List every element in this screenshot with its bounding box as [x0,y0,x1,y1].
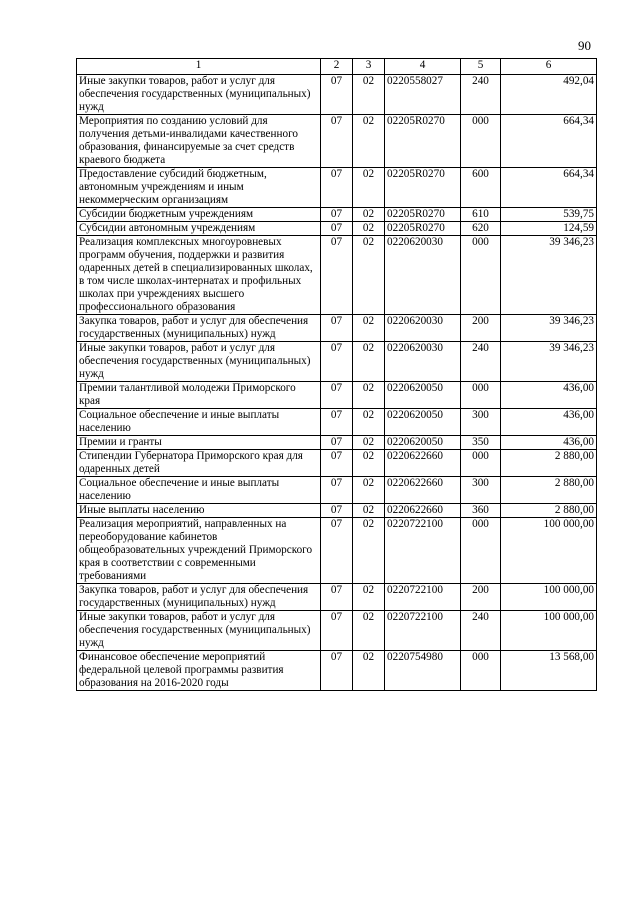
row-section-cell: 07 [321,382,353,409]
row-subsection-cell: 02 [353,236,385,315]
row-expense-type-cell: 000 [461,382,501,409]
row-target-article-cell: 02205R0270 [385,208,461,222]
table-row [77,75,597,115]
row-section-cell: 07 [321,477,353,504]
column-header: 1 [77,59,321,75]
row-section-cell: 07 [321,315,353,342]
row-target-article-cell: 02205R0270 [385,115,461,168]
table-row [77,450,597,477]
row-expense-type-cell: 300 [461,409,501,436]
row-subsection-cell: 02 [353,611,385,651]
table-row [77,611,597,651]
row-subsection-cell: 02 [353,477,385,504]
column-header: 4 [385,59,461,75]
row-section-cell: 07 [321,409,353,436]
row-name-cell: Премии талантливой молодежи Приморского края [77,382,321,409]
row-subsection-cell: 02 [353,504,385,518]
budget-table [76,58,597,691]
row-expense-type-cell: 610 [461,208,501,222]
row-amount-cell: 100 000,00 [501,518,597,584]
row-expense-type-cell: 240 [461,342,501,382]
row-name-cell: Премии и гранты [77,436,321,450]
column-header: 3 [353,59,385,75]
row-amount-cell: 2 880,00 [501,450,597,477]
row-expense-type-cell: 000 [461,450,501,477]
row-amount-cell: 492,04 [501,75,597,115]
row-expense-type-cell: 620 [461,222,501,236]
row-name-cell: Социальное обеспечение и иные выплаты населению [77,477,321,504]
table-row [77,222,597,236]
row-expense-type-cell: 600 [461,168,501,208]
row-amount-cell: 100 000,00 [501,611,597,651]
row-amount-cell: 100 000,00 [501,584,597,611]
page-number: 90 [578,38,591,53]
table-row [77,584,597,611]
row-section-cell: 07 [321,450,353,477]
row-target-article-cell: 02205R0270 [385,222,461,236]
row-amount-cell: 2 880,00 [501,504,597,518]
row-target-article-cell: 0220622660 [385,450,461,477]
row-target-article-cell: 0220722100 [385,584,461,611]
row-subsection-cell: 02 [353,168,385,208]
table-row [77,208,597,222]
row-expense-type-cell: 000 [461,651,501,691]
row-amount-cell: 664,34 [501,168,597,208]
row-expense-type-cell: 200 [461,315,501,342]
row-name-cell: Финансовое обеспечение мероприятий федеральной целевой программы развития образования на 2016-2020 годы [77,651,321,691]
row-amount-cell: 539,75 [501,208,597,222]
row-amount-cell: 664,34 [501,115,597,168]
row-section-cell: 07 [321,584,353,611]
row-section-cell: 07 [321,115,353,168]
row-expense-type-cell: 000 [461,518,501,584]
column-header: 5 [461,59,501,75]
row-subsection-cell: 02 [353,450,385,477]
row-section-cell: 07 [321,236,353,315]
row-amount-cell: 2 880,00 [501,477,597,504]
row-section-cell: 07 [321,651,353,691]
row-expense-type-cell: 000 [461,236,501,315]
row-subsection-cell: 02 [353,315,385,342]
row-target-article-cell: 0220754980 [385,651,461,691]
row-section-cell: 07 [321,504,353,518]
row-target-article-cell: 02205R0270 [385,168,461,208]
row-section-cell: 07 [321,518,353,584]
row-expense-type-cell: 240 [461,611,501,651]
row-name-cell: Иные закупки товаров, работ и услуг для обеспечения государственных (муниципальных) нужд [77,75,321,115]
row-amount-cell: 13 568,00 [501,651,597,691]
row-section-cell: 07 [321,75,353,115]
row-subsection-cell: 02 [353,222,385,236]
row-section-cell: 07 [321,436,353,450]
row-subsection-cell: 02 [353,409,385,436]
table-row [77,477,597,504]
row-section-cell: 07 [321,611,353,651]
row-expense-type-cell: 360 [461,504,501,518]
table-row [77,504,597,518]
row-amount-cell: 436,00 [501,409,597,436]
column-header: 6 [501,59,597,75]
row-target-article-cell: 0220620030 [385,342,461,382]
table-row [77,315,597,342]
row-name-cell: Закупка товаров, работ и услуг для обеспечения государственных (муниципальных) нужд [77,315,321,342]
row-target-article-cell: 0220620050 [385,382,461,409]
row-amount-cell: 39 346,23 [501,342,597,382]
row-name-cell: Стипендии Губернатора Приморского края для одаренных детей [77,450,321,477]
row-amount-cell: 436,00 [501,382,597,409]
row-amount-cell: 436,00 [501,436,597,450]
table-row [77,115,597,168]
row-name-cell: Субсидии автономным учреждениям [77,222,321,236]
table-row [77,236,597,315]
row-expense-type-cell: 350 [461,436,501,450]
row-section-cell: 07 [321,168,353,208]
row-name-cell: Предоставление субсидий бюджетным, автономным учреждениям и иным некоммерческим организациям [77,168,321,208]
table-row [77,168,597,208]
row-target-article-cell: 0220620050 [385,409,461,436]
row-expense-type-cell: 000 [461,115,501,168]
row-target-article-cell: 0220620030 [385,236,461,315]
row-target-article-cell: 0220558027 [385,75,461,115]
table-row [77,651,597,691]
row-target-article-cell: 0220622660 [385,504,461,518]
table-row [77,409,597,436]
row-name-cell: Социальное обеспечение и иные выплаты населению [77,409,321,436]
row-amount-cell: 124,59 [501,222,597,236]
table-row [77,436,597,450]
table-row [77,518,597,584]
row-name-cell: Мероприятия по созданию условий для получения детьми-инвалидами качественного образования, финансируемые за счет средств краевого бюджета [77,115,321,168]
row-target-article-cell: 0220722100 [385,611,461,651]
row-subsection-cell: 02 [353,115,385,168]
row-name-cell: Реализация мероприятий, направленных на переоборудование кабинетов общеобразовательных учреждений Приморского края в соответствии с современными требованиями [77,518,321,584]
row-subsection-cell: 02 [353,382,385,409]
row-subsection-cell: 02 [353,584,385,611]
row-name-cell: Иные выплаты населению [77,504,321,518]
row-subsection-cell: 02 [353,436,385,450]
row-subsection-cell: 02 [353,208,385,222]
row-section-cell: 07 [321,222,353,236]
row-subsection-cell: 02 [353,651,385,691]
row-section-cell: 07 [321,342,353,382]
table-row [77,342,597,382]
row-subsection-cell: 02 [353,342,385,382]
column-header: 2 [321,59,353,75]
row-amount-cell: 39 346,23 [501,315,597,342]
row-name-cell: Реализация комплексных многоуровневых программ обучения, поддержки и развития одаренных детей в специализированных школах, в том числе школах-интернатах и профильных школах при учреждениях высшего профессионального образования [77,236,321,315]
row-expense-type-cell: 240 [461,75,501,115]
row-name-cell: Закупка товаров, работ и услуг для обеспечения государственных (муниципальных) нужд [77,584,321,611]
row-name-cell: Иные закупки товаров, работ и услуг для обеспечения государственных (муниципальных) нужд [77,611,321,651]
row-target-article-cell: 0220620050 [385,436,461,450]
row-name-cell: Иные закупки товаров, работ и услуг для обеспечения государственных (муниципальных) нужд [77,342,321,382]
table-header-row [77,59,597,75]
row-target-article-cell: 0220622660 [385,477,461,504]
row-target-article-cell: 0220620030 [385,315,461,342]
table-row [77,382,597,409]
row-subsection-cell: 02 [353,518,385,584]
row-target-article-cell: 0220722100 [385,518,461,584]
row-section-cell: 07 [321,208,353,222]
row-subsection-cell: 02 [353,75,385,115]
row-expense-type-cell: 200 [461,584,501,611]
row-name-cell: Субсидии бюджетным учреждениям [77,208,321,222]
row-amount-cell: 39 346,23 [501,236,597,315]
row-expense-type-cell: 300 [461,477,501,504]
